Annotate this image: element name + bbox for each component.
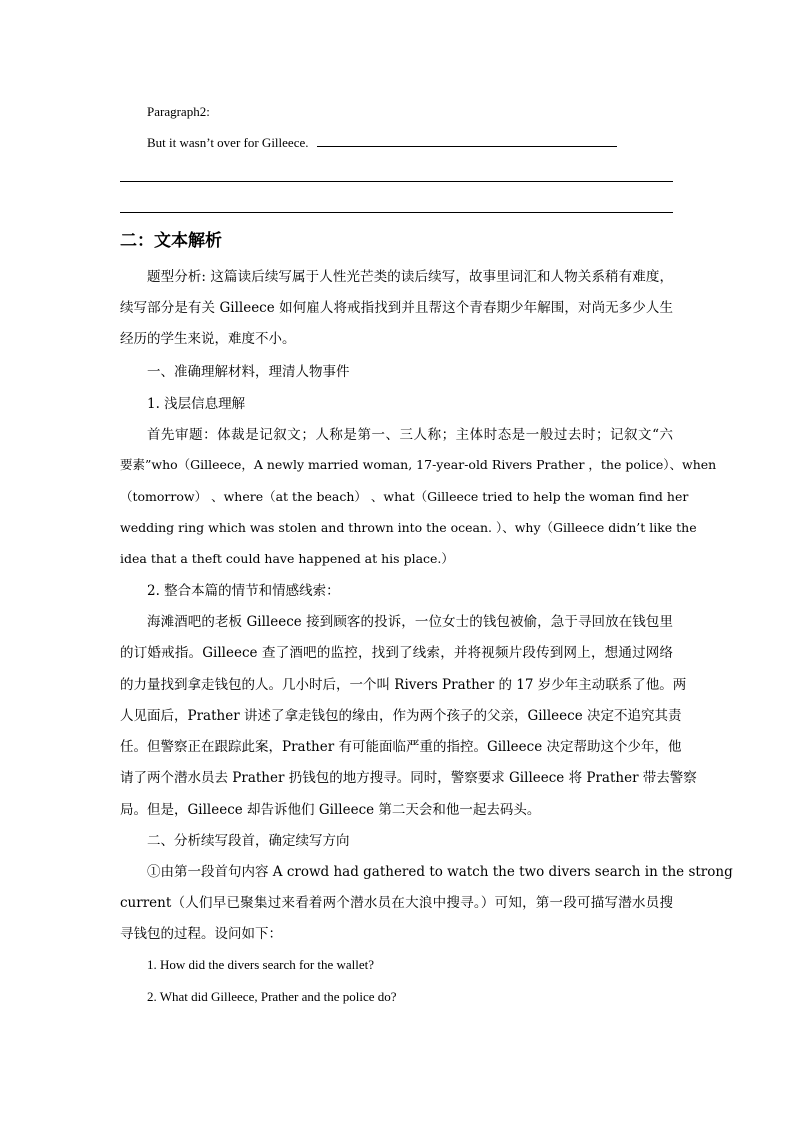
text-line-16: 任。但警察正在跟踪此案，Prather 有可能面临严重的指控。Gilleece 决定帮助这个少年，他 [120, 739, 682, 755]
text-line-15: 人见面后，Prather 讲述了拿走钱包的缘由，作为两个孩子的父亲，Gilleece 决定不追究其责 [120, 708, 682, 724]
text-line-14: 的力量找到拿走钱包的人。几小时后，一个叫 Rivers Prather 的 17 岁少年主动联系了他。两 [120, 677, 687, 693]
text-line-20: ①由第一段首句内容 A crowd had gathered to watch the two divers search in the strong [147, 864, 733, 880]
writing-blank [317, 134, 617, 147]
writing-rule-2 [120, 212, 673, 213]
subheading-1-2: 2. 整合本篇的情节和情感线索： [147, 583, 340, 599]
text-line-8: （tomorrow） 、where（at the beach） 、what（Gilleece tried to help the woman find her [120, 489, 689, 504]
text-line-17: 请了两个潜水员去 Prather 扔钱包的地方搜寻。同时，警察要求 Gilleece 将 Prather 带去警察 [120, 770, 697, 786]
text-line-3: 经历的学生来说，难度不小。 [120, 331, 296, 347]
text-line-1: 题型分析: 这篇读后续写属于人性光芒类的读后续写，故事里词汇和人物关系稍有难度， [147, 269, 673, 285]
writing-rule-1 [120, 181, 673, 182]
text-line-18: 局。但是，Gilleece 却告诉他们 Gilleece 第二天会和他一起去码头。 [120, 802, 541, 818]
section-heading: 二：文本解析 [120, 231, 222, 251]
subheading-2: 二、分析续写段首，确定续写方向 [147, 833, 350, 849]
subheading-1-1: 1. 浅层信息理解 [147, 396, 246, 412]
text-line-21: current（人们早已聚集过来看着两个潜水员在大浪中搜寻。）可知，第一段可描写潜水员搜 [120, 895, 673, 911]
text-line-13: 的订婚戒指。Gilleece 查了酒吧的监控，找到了线索，并将视频片段传到网上，想通过网络 [120, 645, 673, 661]
text-line-2: 续写部分是有关 Gilleece 如何雇人将戒指找到并且帮这个青春期少年解围，对尚无多少人生 [120, 300, 673, 316]
question-1: 1. How did the divers search for the wallet? [147, 957, 375, 972]
prompt-first-line-text: But it wasn’t over for Gilleece. [147, 135, 309, 150]
text-line-12: 海滩酒吧的老板 Gilleece 接到顾客的投诉，一位女士的钱包被偷，急于寻回放在钱包里 [147, 614, 673, 630]
prompt-first-line [147, 133, 700, 153]
subheading-1: 一、准确理解材料，理清人物事件 [147, 364, 350, 380]
text-line-22: 寻钱包的过程。设问如下： [120, 926, 282, 942]
text-line-9: wedding ring which was stolen and thrown into the ocean. ）、why（Gilleece didn’t like the [120, 520, 697, 535]
text-line-6: 首先审题：体裁是记叙文；人称是第一、三人称；主体时态是一般过去时；记叙文“六 [147, 427, 673, 443]
paragraph-label: Paragraph2: [147, 104, 210, 119]
question-2: 2. What did Gilleece, Prather and the police do? [147, 989, 397, 1004]
text-line-10: idea that a theft could have happened at his place.） [120, 551, 454, 566]
text-line-7: 要素”who（Gilleece，A newly married woman, 17-year-old Rivers Prather ，the police）、when [120, 457, 717, 472]
